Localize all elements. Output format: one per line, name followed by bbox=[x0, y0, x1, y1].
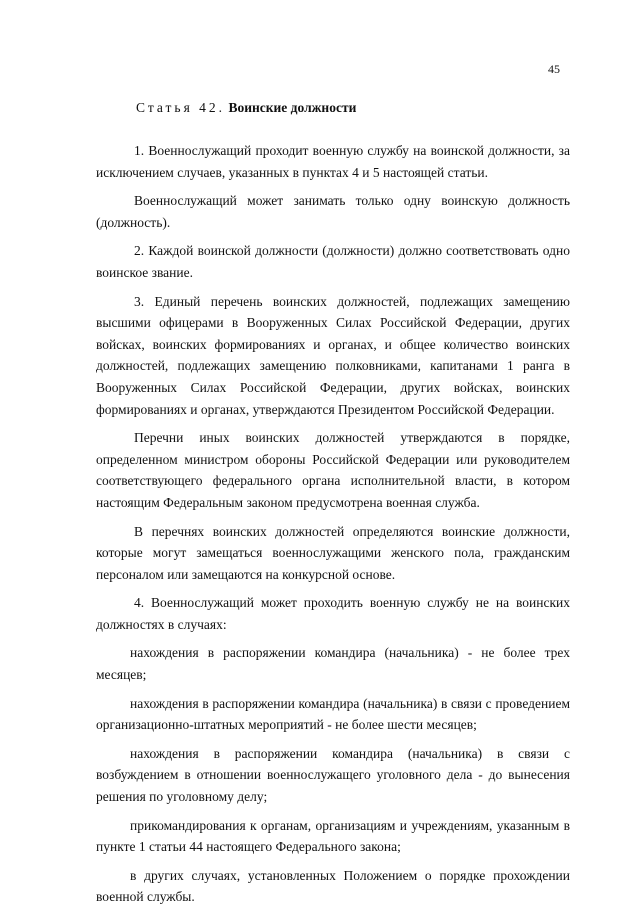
paragraph-7: 4. Военнослужащий может проходить военную службу не на воинских должностях в случаях: bbox=[96, 595, 570, 632]
paragraph-2: Военнослужащий может занимать только одну воинскую должность (должность). bbox=[96, 193, 570, 230]
article-title: Воинские должности bbox=[228, 100, 357, 115]
article-heading bbox=[136, 100, 356, 116]
paragraph-9: нахождения в распоряжении командира (начальника) в связи с проведением организационно-штатных мероприятий - не более шести месяцев; bbox=[96, 695, 570, 733]
paragraph-10: нахождения в распоряжении командира (начальника) в связи с возбуждением в отношении военнослужащего уголовного дела - до вынесения решения по уголовному делу; bbox=[96, 745, 570, 805]
paragraph-12: в других случаях, установленных Положением о порядке прохождении военной службы. bbox=[96, 867, 570, 905]
article-prefix: Статья 42. bbox=[136, 100, 226, 115]
paragraph-6: В перечнях воинских должностей определяются воинские должности, которые могут замещаться военнослужащими женского пола, гражданским персоналом или замещаются на конкурсной основе. bbox=[96, 523, 570, 582]
paragraph-11: прикомандирования к органам, организациям и учреждениям, указанным в пункте 1 статьи 44 настоящего Федерального закона; bbox=[96, 817, 570, 855]
paragraph-4: 3. Единый перечень воинских должностей, подлежащих замещению высшими офицерами в Вооруженных Силах Российской Федерации, других войсках, воинских формированиях и органах, и общее количество воинских должностей, подлежащих замещению полковниками, капитанами 1 ранга в Вооруженных Силах Российской Федерации, других войсках, воинских формированиях и органах, утверждаются Президентом Российской Федерации. bbox=[96, 293, 570, 417]
article-body bbox=[96, 140, 570, 915]
page-number: 45 bbox=[548, 62, 560, 76]
paragraph-3: 2. Каждой воинской должности (должности) должно соответствовать одно воинское звание. bbox=[96, 243, 570, 280]
paragraph-5: Перечни иных воинских должностей утверждаются в порядке, определенном министром обороны Российской Федерации или руководителем соответствующего федерального органа исполнительной власти, в котором настоящим Федеральным законом предусмотрена военная служба. bbox=[96, 430, 570, 510]
paragraph-8: нахождения в распоряжении командира (начальника) - не более трех месяцев; bbox=[96, 645, 570, 683]
paragraph-1: 1. Военнослужащий проходит военную службу на воинской должности, за исключением случаев, указанных в пунктах 4 и 5 настоящей статьи. bbox=[96, 143, 570, 180]
